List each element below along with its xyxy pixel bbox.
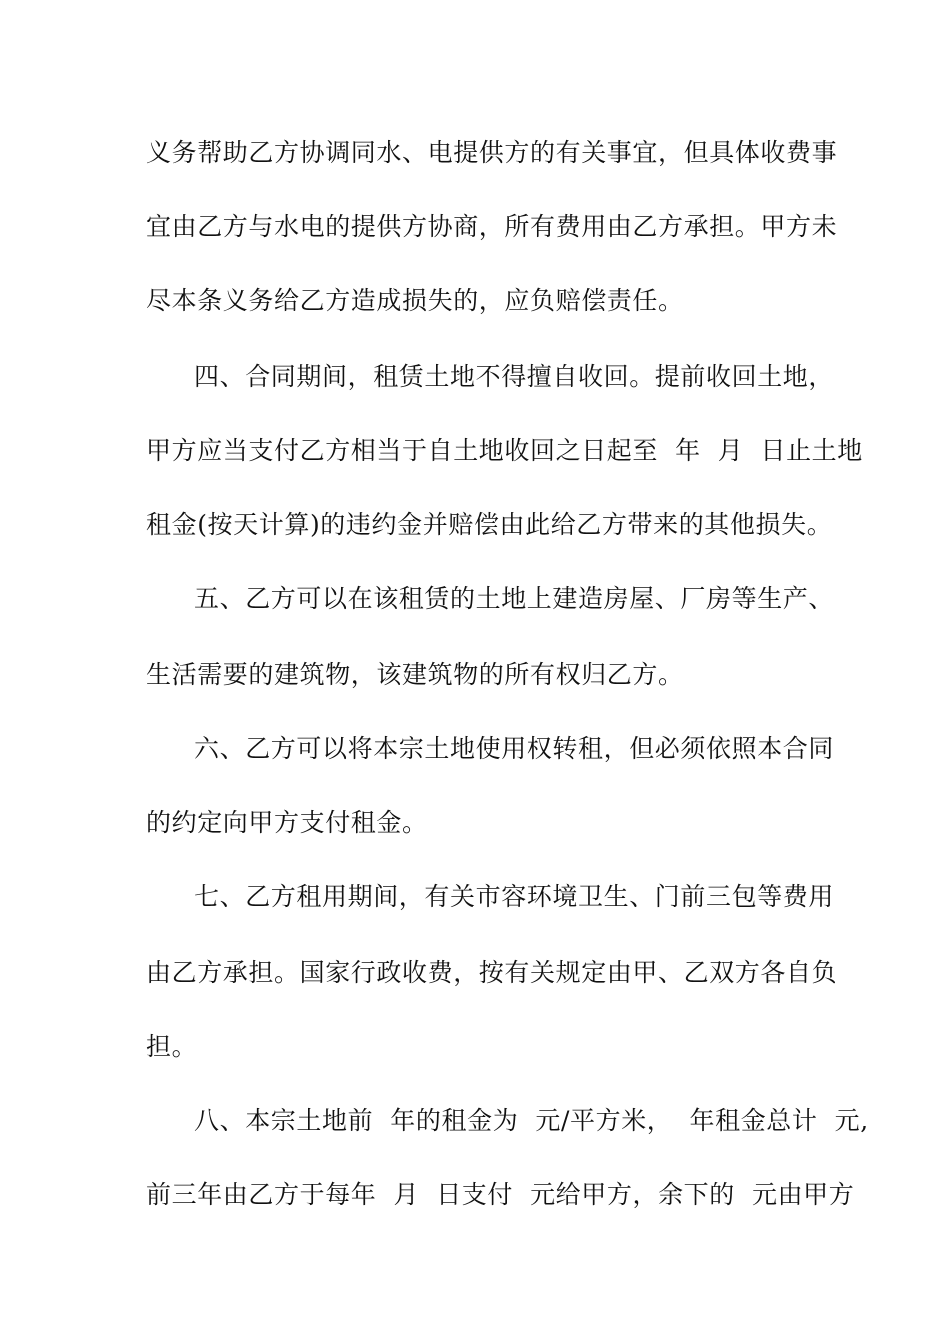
clause-5-line: 五、乙方可以在该租赁的土地上建造房屋、厂房等生产、 bbox=[194, 584, 835, 613]
paragraph-line: 宜由乙方与水电的提供方协商，所有费用由乙方承担。甲方未 bbox=[146, 212, 838, 241]
clause-8-line: 八、本宗土地前 年的租金为 元/平方米， 年租金总计 元, bbox=[194, 1106, 869, 1135]
paragraph-line: 生活需要的建筑物，该建筑物的所有权归乙方。 bbox=[146, 660, 684, 689]
paragraph-line: 由乙方承担。国家行政收费，按有关规定由甲、乙双方各自负 bbox=[146, 958, 838, 987]
paragraph-line: 租金(按天计算)的违约金并赔偿由此给乙方带来的其他损失。 bbox=[146, 510, 833, 539]
clause-4-line: 四、合同期间，租赁土地不得擅自收回。提前收回土地， bbox=[194, 362, 835, 391]
paragraph-line: 前三年由乙方于每年 月 日支付 元给甲方，余下的 元由甲方 bbox=[146, 1180, 855, 1209]
paragraph-line: 甲方应当支付乙方相当于自土地收回之日起至 年 月 日止土地 bbox=[146, 436, 863, 465]
paragraph-line: 尽本条义务给乙方造成损失的，应负赔偿责任。 bbox=[146, 286, 684, 315]
clause-7-line: 七、乙方租用期间，有关市容环境卫生、门前三包等费用 bbox=[194, 882, 835, 911]
paragraph-line: 的约定向甲方支付租金。 bbox=[146, 808, 428, 837]
paragraph-line: 担。 bbox=[146, 1032, 198, 1061]
clause-6-line: 六、乙方可以将本宗土地使用权转租，但必须依照本合同 bbox=[194, 734, 835, 763]
paragraph-line: 义务帮助乙方协调同水、电提供方的有关事宜，但具体收费事 bbox=[146, 138, 838, 167]
